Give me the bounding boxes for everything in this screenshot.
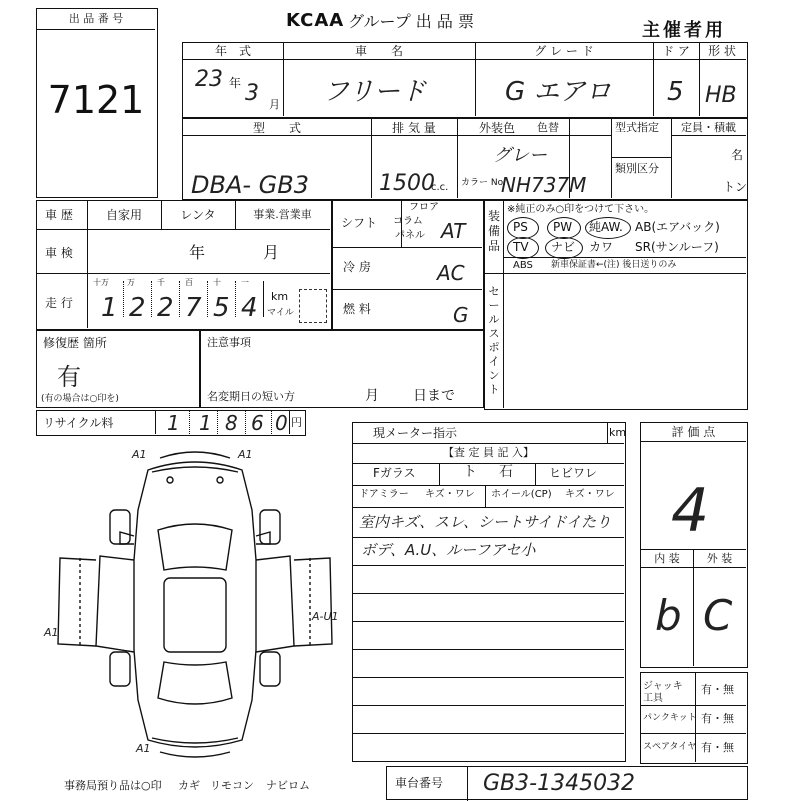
meter-unit: km bbox=[609, 426, 627, 439]
digit-label-100k: 十万 bbox=[93, 278, 109, 287]
recycle-digit-3: 8 bbox=[225, 411, 238, 435]
fuel-value: G bbox=[453, 303, 469, 327]
digit-label-1: 一 bbox=[241, 278, 249, 287]
business-label[interactable]: 事業.営業車 bbox=[253, 208, 312, 221]
color-no-label: カラー No. bbox=[461, 178, 506, 188]
type-value: DBA- GB3 bbox=[191, 171, 309, 199]
equipment-options bbox=[484, 200, 748, 410]
private-label[interactable]: 自家用 bbox=[105, 208, 142, 222]
shift-option-column[interactable]: コラム bbox=[393, 216, 423, 227]
sales-point-label: セールスポイント bbox=[488, 285, 500, 396]
fuel-label: 燃 料 bbox=[343, 302, 371, 316]
type-label: 型 式 bbox=[252, 121, 301, 135]
option-ps[interactable]: PS bbox=[513, 220, 528, 234]
shift-option-floor[interactable]: フロア bbox=[409, 202, 439, 213]
digit-label-1k: 千 bbox=[157, 278, 165, 287]
inspection-panel bbox=[352, 422, 626, 762]
mileage-label: 走 行 bbox=[45, 296, 73, 310]
specs-table bbox=[182, 118, 748, 200]
sheet-title: グループ 出 品 票 bbox=[348, 12, 474, 31]
remark-line-1: 室内キズ、スレ、シートサイドイたり bbox=[359, 513, 612, 531]
category-label: 類別区分 bbox=[615, 162, 659, 175]
ac-value: AC bbox=[437, 261, 465, 285]
option-ab[interactable]: AB(エアバック) bbox=[635, 220, 720, 234]
digit-label-100: 百 bbox=[185, 278, 193, 287]
digit-label-10: 十 bbox=[213, 278, 221, 287]
recycle-label: リサイクル料 bbox=[43, 416, 114, 430]
jack-label: ジャッキ工具 bbox=[643, 681, 683, 704]
digit-label-10k: 万 bbox=[127, 278, 135, 287]
diagram-mark-1: A1 bbox=[132, 448, 147, 461]
option-sr[interactable]: SR(サンルーフ) bbox=[635, 240, 719, 254]
score-value: 4 bbox=[671, 476, 710, 546]
diagram-mark-2: A1 bbox=[238, 448, 253, 461]
grade-label: グ レ ー ド bbox=[534, 44, 594, 58]
equipment-label: 装備品 bbox=[487, 209, 500, 253]
equipment-table bbox=[332, 200, 484, 330]
option-warranty[interactable]: 新車保証書←(注) 後日送りのみ bbox=[551, 260, 677, 270]
recycle-digit-2: 1 bbox=[199, 411, 212, 435]
mileage-digit-4: 7 bbox=[185, 293, 202, 323]
history-label: 車 歴 bbox=[45, 208, 73, 222]
recycle-digit-1: 1 bbox=[167, 411, 180, 435]
remote-label[interactable]: リモコン bbox=[210, 779, 254, 792]
equipment-note: ※純正のみ○印をつけて下さい。 bbox=[507, 204, 655, 215]
option-aw[interactable]: 純AW. bbox=[589, 220, 623, 234]
door-label: ド ア bbox=[662, 44, 690, 58]
displacement-value: 1500 bbox=[379, 171, 435, 196]
model-label: 車 名 bbox=[354, 44, 403, 58]
ring-ps bbox=[507, 217, 539, 239]
shift-option-panel[interactable]: パネル bbox=[395, 230, 425, 241]
option-tv[interactable]: TV bbox=[513, 240, 529, 254]
jack-yes-no[interactable]: 有・無 bbox=[701, 683, 734, 696]
recycle-digit-5: 0 bbox=[275, 411, 288, 435]
wheel-label: ホイール(CP) bbox=[491, 489, 552, 500]
ac-label: 冷 房 bbox=[343, 260, 371, 274]
glass-value-2[interactable]: 石 bbox=[499, 464, 513, 480]
displacement-label: 排 気 量 bbox=[392, 121, 436, 135]
interior-value: b bbox=[655, 591, 682, 640]
repair-label: 修復歴 箇所 bbox=[43, 336, 107, 350]
rental-label[interactable]: レンタ bbox=[180, 208, 216, 222]
tools-box bbox=[640, 672, 748, 764]
ring-aw bbox=[585, 217, 631, 239]
keys-label[interactable]: カギ bbox=[178, 779, 200, 792]
year-label: 年 式 bbox=[214, 44, 251, 58]
crack-label[interactable]: ヒビワレ bbox=[549, 466, 598, 480]
mirror-label: ドアミラー bbox=[359, 489, 409, 500]
mileage-digit-5: 5 bbox=[213, 293, 230, 323]
recycle-digit-4: 6 bbox=[251, 411, 264, 435]
ring-navi bbox=[545, 237, 583, 259]
inspection-year: 年 bbox=[189, 243, 206, 262]
name-change-month: 月 bbox=[365, 388, 379, 404]
spare-tire-label: スペアタイヤ bbox=[643, 742, 697, 752]
mileage-digit-3: 2 bbox=[157, 293, 174, 323]
month-value: 3 bbox=[245, 81, 259, 106]
type-designation-label: 型式指定 bbox=[615, 121, 659, 134]
score-box bbox=[640, 422, 748, 668]
car-diagram bbox=[40, 440, 350, 760]
displacement-unit: c.c. bbox=[431, 182, 449, 193]
lot-number: 7121 bbox=[47, 78, 145, 122]
mileage-digit-2: 2 bbox=[129, 293, 146, 323]
year-value: 23 bbox=[195, 67, 223, 92]
inspection-label: 車 検 bbox=[45, 246, 73, 260]
repaint-label: 色替 bbox=[537, 121, 559, 134]
inspector-label: 【査 定 員 記 入】 bbox=[443, 446, 534, 459]
body-label: 形 状 bbox=[708, 44, 736, 58]
door-value: 5 bbox=[667, 77, 684, 107]
color-value: グレー bbox=[493, 145, 547, 166]
repair-note: (有の場合は○印を) bbox=[41, 394, 119, 404]
ring-pw bbox=[547, 217, 581, 239]
notes-label: 注意事項 bbox=[207, 336, 251, 349]
glass-value[interactable]: ト bbox=[463, 464, 477, 480]
interior-label: 内 装 bbox=[654, 552, 680, 565]
spare-yes-no[interactable]: 有・無 bbox=[701, 741, 734, 754]
score-label: 評 価 点 bbox=[671, 425, 716, 439]
mirror-options[interactable]: キズ・ワレ bbox=[425, 489, 475, 500]
body-value: HB bbox=[705, 83, 737, 108]
mileage-check-box[interactable] bbox=[299, 289, 327, 323]
model-value: フリード bbox=[323, 77, 426, 107]
capacity-unit-tons: トン bbox=[723, 180, 748, 194]
notes-box bbox=[200, 330, 484, 408]
chassis-box bbox=[386, 766, 748, 800]
chassis-label: 車台番号 bbox=[395, 776, 444, 790]
lot-number-box bbox=[36, 8, 158, 198]
office-note: 事務局預り品は○印 bbox=[64, 779, 162, 792]
month-unit: 月 bbox=[269, 98, 280, 111]
option-abs[interactable]: ABS bbox=[513, 260, 533, 271]
km-label: km bbox=[271, 290, 289, 303]
color-no-value: NH737M bbox=[501, 173, 587, 197]
option-navi[interactable]: ナビ bbox=[551, 240, 576, 254]
exterior-label: 外 装 bbox=[706, 552, 733, 565]
puncture-kit-label: パンクキット bbox=[643, 713, 697, 723]
color-label: 外装色 bbox=[478, 121, 515, 135]
capacity-label: 定員・積載 bbox=[681, 121, 736, 134]
brand-logo: KCAA bbox=[286, 10, 345, 31]
meter-label: 現メーター指示 bbox=[373, 426, 458, 440]
exterior-value: C bbox=[703, 591, 733, 640]
organizer-use: 主催者用 bbox=[642, 20, 726, 41]
option-pw[interactable]: PW bbox=[553, 220, 573, 234]
glass-label: Fガラス bbox=[373, 466, 416, 480]
chassis-value: GB3-1345032 bbox=[483, 771, 636, 796]
year-unit: 年 bbox=[229, 76, 242, 90]
shift-label: シフト bbox=[341, 216, 378, 230]
recycle-unit: 円 bbox=[291, 416, 302, 429]
remark-line-2: ボデ、A.U、ルーフアセ小 bbox=[361, 541, 536, 559]
diagram-mark-5: A1 bbox=[136, 742, 151, 755]
recycle-box bbox=[36, 410, 306, 436]
mile-label: マイル bbox=[267, 308, 294, 318]
diagram-mark-3: A1 bbox=[44, 626, 59, 639]
grade-value: G エアロ bbox=[505, 77, 612, 107]
name-change-label: 名変期日の短い方 bbox=[207, 390, 295, 403]
puncture-yes-no[interactable]: 有・無 bbox=[701, 712, 734, 725]
ring-tv bbox=[507, 237, 539, 259]
inspection-month: 月 bbox=[263, 243, 280, 262]
shift-value: AT bbox=[441, 219, 466, 243]
navi-rom-label[interactable]: ナビロム bbox=[266, 779, 310, 792]
repair-box bbox=[36, 330, 200, 408]
repair-value: 有 bbox=[57, 363, 81, 391]
name-change-day: 日まで bbox=[413, 388, 455, 404]
diagram-mark-4: A-U1 bbox=[312, 610, 339, 623]
mileage-digit-1: 1 bbox=[101, 293, 118, 323]
capacity-unit-people: 名 bbox=[731, 148, 744, 162]
vehicle-table bbox=[182, 42, 748, 118]
option-leather[interactable]: カワ bbox=[589, 240, 614, 254]
lot-number-label: 出 品 番 号 bbox=[68, 12, 124, 25]
wheel-options[interactable]: キズ・ワレ bbox=[565, 489, 615, 500]
history-table bbox=[36, 200, 332, 330]
mileage-digit-6: 4 bbox=[241, 293, 258, 323]
